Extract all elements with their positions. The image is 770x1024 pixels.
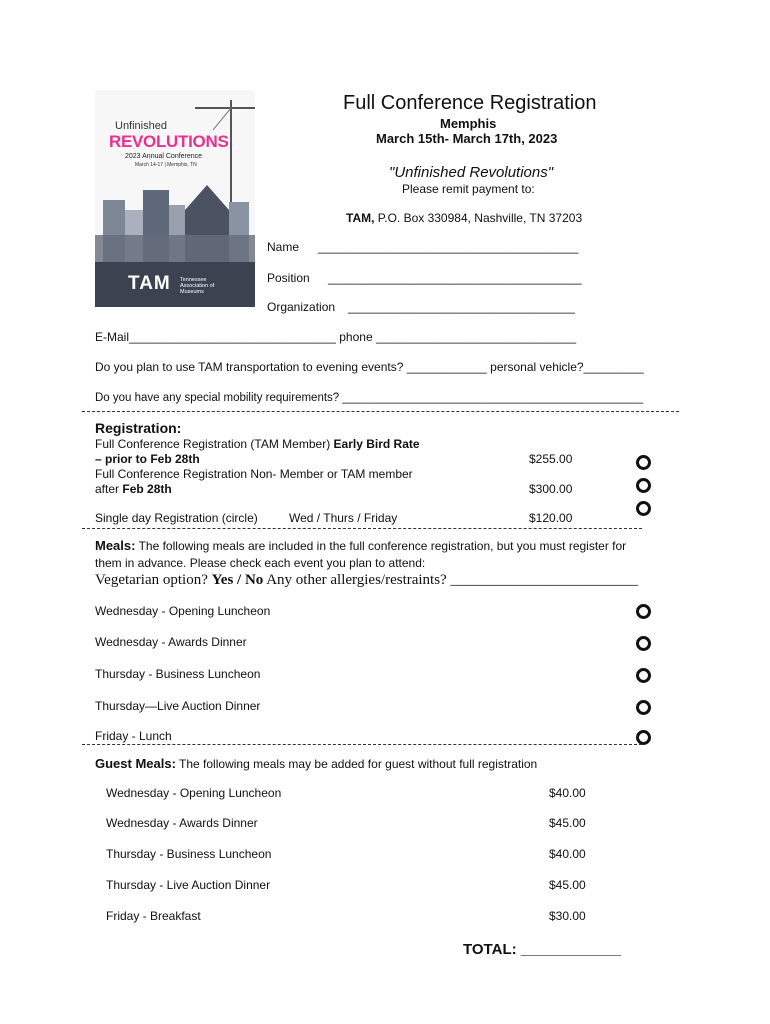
remit-instructions: Please remit payment to: xyxy=(402,182,535,196)
organization-field[interactable]: __________________________________ xyxy=(348,300,575,314)
nonmember-after: after xyxy=(95,482,123,496)
registration-heading: Registration: xyxy=(95,420,182,436)
transportation-question[interactable]: Do you plan to use TAM transportation to evening events? ____________ personal vehicle?_________ xyxy=(95,360,644,374)
single-day-label: Single day Registration (circle) xyxy=(95,511,258,525)
guest-meal-price: $30.00 xyxy=(549,909,586,923)
nonmember-rate-line2 xyxy=(95,482,172,496)
guest-meal-price: $45.00 xyxy=(549,816,586,830)
meal-item: Thursday—Live Auction Dinner xyxy=(95,699,261,713)
meal-checkbox[interactable] xyxy=(636,700,651,715)
guest-meal-price: $45.00 xyxy=(549,878,586,892)
poster-conference-line: 2023 Annual Conference xyxy=(125,153,203,160)
member-rate-radio[interactable] xyxy=(636,455,651,470)
nonmember-rate-price: $300.00 xyxy=(529,482,573,496)
meal-item: Wednesday - Awards Dinner xyxy=(95,635,247,649)
position-field[interactable]: ______________________________________ xyxy=(328,271,582,285)
guest-meal-name: Friday - Breakfast xyxy=(106,909,201,923)
guest-meals-intro-text: The following meals may be added for guest without full registration xyxy=(175,757,538,771)
phone-field[interactable]: ______________________________ xyxy=(375,330,577,344)
guest-meal-name: Wednesday - Opening Luncheon xyxy=(106,786,282,800)
guest-meal-name: Wednesday - Awards Dinner xyxy=(106,816,258,830)
email-field[interactable]: _______________________________ xyxy=(129,330,336,344)
meals-intro xyxy=(95,538,675,553)
conference-poster xyxy=(95,90,255,307)
guest-meals-intro xyxy=(95,756,537,771)
total-row xyxy=(463,941,621,958)
dietary-row xyxy=(95,572,638,589)
remit-org: TAM, xyxy=(346,211,375,225)
guest-meal-name: Thursday - Business Luncheon xyxy=(106,847,272,861)
meal-checkbox[interactable] xyxy=(636,730,651,745)
allergy-field[interactable]: _________________________ xyxy=(450,572,638,588)
nonmember-rate-line1: Full Conference Registration Non- Member or TAM member xyxy=(95,467,413,481)
divider xyxy=(82,411,679,412)
nonmember-date: Feb 28th xyxy=(122,482,172,496)
single-day-price: $120.00 xyxy=(529,511,573,525)
remit-street: P.O. Box 330984, Nashville, TN 37203 xyxy=(374,211,583,225)
vegetarian-label: Vegetarian option? xyxy=(95,572,212,588)
tam-logo: TAM xyxy=(128,273,171,294)
guest-meal-price: $40.00 xyxy=(549,847,586,861)
meal-item: Wednesday - Opening Luncheon xyxy=(95,604,271,618)
member-rate-price: $255.00 xyxy=(529,452,573,466)
divider xyxy=(82,744,642,745)
name-field[interactable]: _______________________________________ xyxy=(318,240,579,254)
poster-footer xyxy=(95,262,255,307)
vegetarian-options[interactable]: Yes / No xyxy=(211,572,264,588)
guest-meal-price: $40.00 xyxy=(549,786,586,800)
meal-checkbox[interactable] xyxy=(636,604,651,619)
email-label: E-Mail xyxy=(95,330,130,344)
guest-meal-name: Thursday - Live Auction Dinner xyxy=(106,878,271,892)
meal-checkbox[interactable] xyxy=(636,668,651,683)
event-city: Memphis xyxy=(440,116,497,131)
remit-address xyxy=(346,211,582,225)
allergy-label: Any other allergies/restraints? xyxy=(263,572,451,588)
nonmember-rate-radio[interactable] xyxy=(636,478,651,493)
position-label: Position xyxy=(267,271,310,285)
total-field[interactable]: ____________ xyxy=(520,941,621,958)
form-title: Full Conference Registration xyxy=(343,92,597,114)
meals-intro-line2: them in advance. Please check each event you plan to attend: xyxy=(95,556,426,570)
poster-word-revolutions: REVOLUTIONS xyxy=(109,132,229,151)
guest-meals-heading: Guest Meals: xyxy=(95,756,176,771)
conference-theme: "Unfinished Revolutions" xyxy=(389,164,554,181)
mobility-question[interactable]: Do you have any special mobility requirements? _______________________________________________ xyxy=(95,392,643,404)
early-bird-label: Early Bird Rate xyxy=(333,437,420,451)
total-label: TOTAL: xyxy=(463,941,517,958)
member-rate-text: Full Conference Registration (TAM Member) xyxy=(95,437,334,451)
meals-heading: Meals: xyxy=(95,538,136,553)
meals-intro-text: The following meals are included in the full conference registration, but you must register for xyxy=(135,539,627,553)
poster-word-unfinished: Unfinished xyxy=(115,120,167,132)
single-day-radio[interactable] xyxy=(636,501,651,516)
tam-logo-subtitle: Tennessee Association of Museums xyxy=(180,277,215,295)
meal-item: Thursday - Business Luncheon xyxy=(95,667,261,681)
meal-checkbox[interactable] xyxy=(636,636,651,651)
single-day-options[interactable]: Wed / Thurs / Friday xyxy=(289,511,398,525)
member-rate-line2: – prior to Feb 28th xyxy=(95,452,200,466)
poster-date-line: March 14-17 | Memphis, TN xyxy=(135,162,197,168)
member-rate-line1 xyxy=(95,437,420,451)
divider xyxy=(82,528,642,529)
organization-label: Organization xyxy=(267,300,336,314)
meal-item: Friday - Lunch xyxy=(95,729,172,743)
contact-row xyxy=(95,330,576,344)
event-dates: March 15th- March 17th, 2023 xyxy=(376,131,558,146)
name-label: Name xyxy=(267,240,300,254)
phone-label: phone xyxy=(339,330,373,344)
